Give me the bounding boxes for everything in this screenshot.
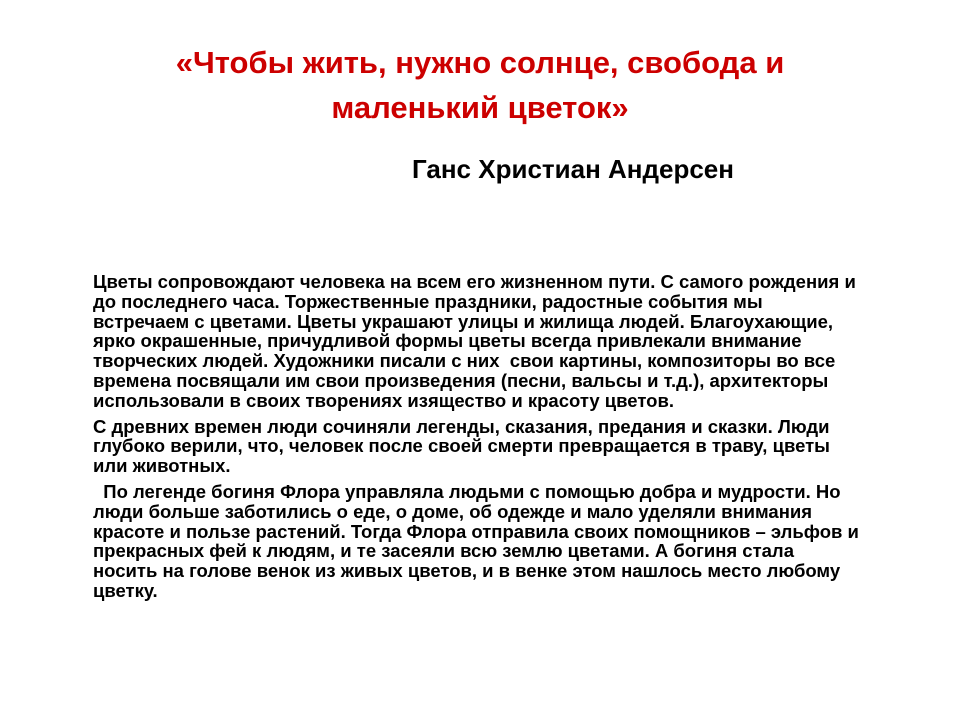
- epigraph-quote-line-2: маленький цветок»: [331, 90, 629, 125]
- paragraph-flowers-in-life: Цветы сопровождают человека на всем его жизненном пути. С самого рождения и до последнего часа. Торжественные праздники, радостные события мы встречаем с цветами. Цветы украшают улицы и жилища людей. Благоухающие, ярко окрашенные, причудливой формы цветы всегда привлекали внимание творческих людей. Художники писали с них свои картины, композиторы во все времена посвящали им свои произведения (песни, вальсы и т.д.), архитекторы использовали в своих творениях изящество и красоту цветов.: [93, 271, 861, 411]
- paragraph-legends: С древних времен люди сочиняли легенды, сказания, предания и сказки. Люди глубоко верили, что, человек после своей смерти превращается в траву, цветы или животных.: [93, 415, 836, 477]
- epigraph-quote-line-1: «Чтобы жить, нужно солнце, свобода и: [175, 45, 785, 80]
- paragraph-flora-legend: По легенде богиня Флора управляла людьми с помощью добра и мудрости. Но люди больше заботились о еде, о доме, об одежде и мало уделяли внимания красоте и пользе растений. Тогда Флора отправила своих помощников – эльфов и прекрасных фей к людям, и те засеяли всю землю цветами. А богиня стала носить на голове венок из живых цветов, и в венке этом нашлось место любому цветку.: [93, 480, 865, 601]
- epigraph-author: Ганс Христиан Андерсен: [412, 154, 734, 184]
- body-text: [93, 272, 863, 607]
- epigraph-quote: [60, 40, 900, 130]
